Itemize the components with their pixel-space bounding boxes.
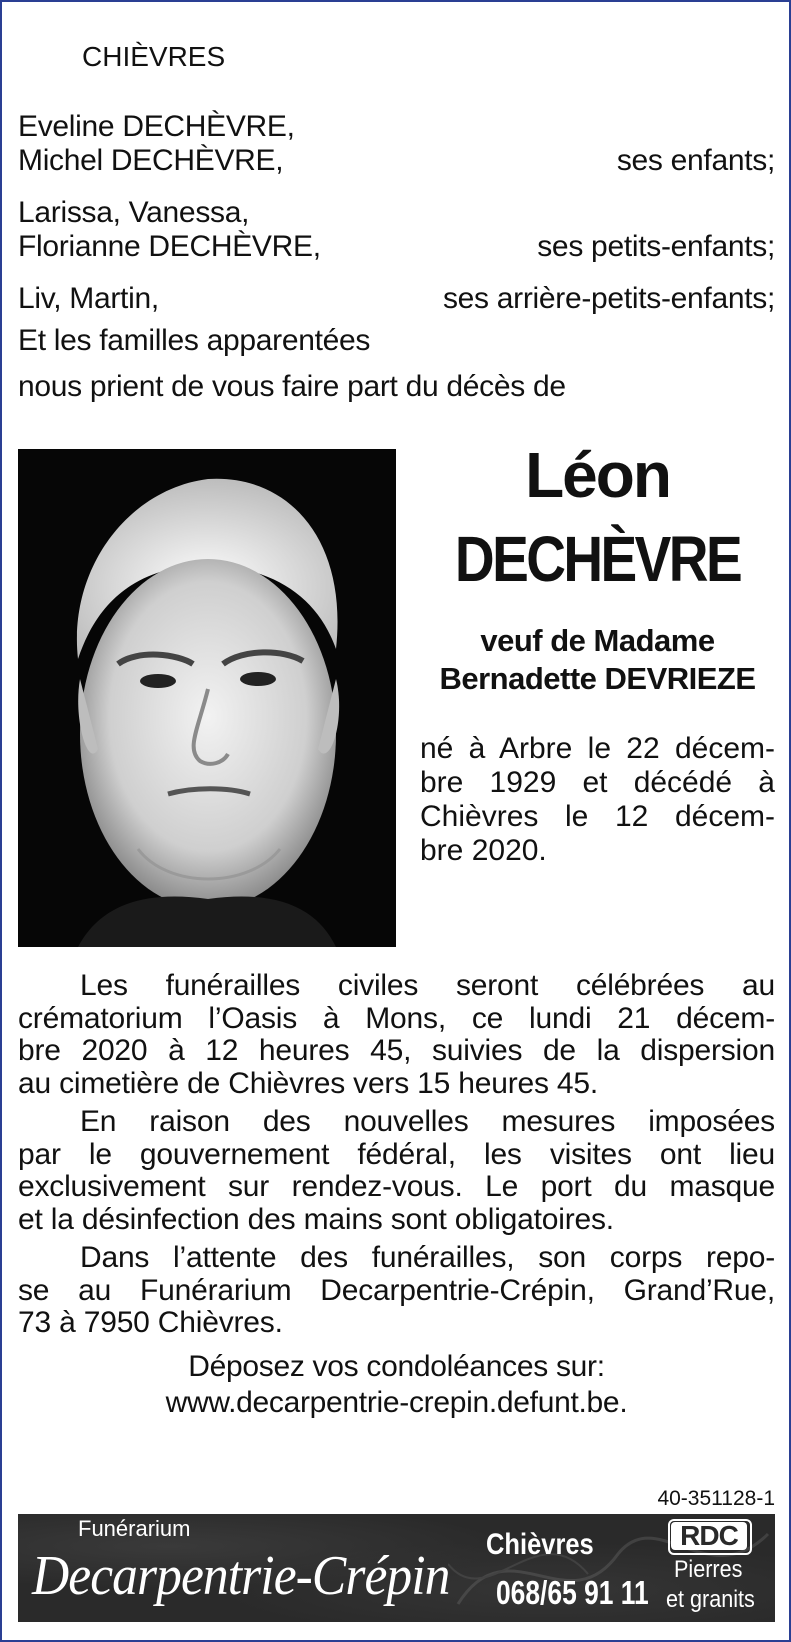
banner-city: Chièvres bbox=[486, 1528, 594, 1561]
portrait-photo bbox=[18, 449, 396, 947]
brand-line-2: et granits bbox=[666, 1586, 755, 1613]
widow-line-1: veuf de Madame bbox=[480, 623, 715, 658]
banner-label: Funérarium bbox=[78, 1516, 191, 1541]
banner-phone: 068/65 91 11 bbox=[496, 1574, 649, 1611]
grandchildren-role: ses petits-enfants; bbox=[537, 230, 775, 263]
widow-line-2: Bernadette DEVRIEZE bbox=[439, 661, 756, 696]
measures-line: et la désinfection des mains sont obligatoires. bbox=[18, 1202, 614, 1236]
ad-reference: 40-351128-1 bbox=[657, 1487, 775, 1510]
rest-paragraph bbox=[18, 1242, 775, 1340]
funeral-line: Les funérailles civiles seront célébrées au bbox=[80, 969, 775, 1002]
brand-logo: RDC bbox=[671, 1522, 747, 1550]
funeral-line: crématorium l’Oasis à Mons, ce lundi 21 décem- bbox=[18, 1001, 775, 1035]
measures-paragraph bbox=[18, 1106, 775, 1236]
birth-death-block bbox=[420, 732, 775, 868]
grandchildren-name-2: Florianne DECHÈVRE, bbox=[18, 230, 321, 263]
birth-death-line: né à Arbre le 22 décem- bbox=[420, 732, 775, 765]
greatgrandchildren-role: ses arrière-petits-enfants; bbox=[442, 282, 775, 315]
brand-line-1: Pierres bbox=[674, 1556, 743, 1583]
condolences-url[interactable]: www.decarpentrie-crepin.defunt.be. bbox=[165, 1386, 628, 1419]
rest-line: 73 à 7950 Chièvres. bbox=[18, 1306, 283, 1339]
birth-death-line: Chièvres le 12 décem- bbox=[420, 800, 775, 833]
condolences-line: Déposez vos condoléances sur: bbox=[188, 1350, 605, 1383]
children-name-2: Michel DECHÈVRE, bbox=[18, 144, 284, 177]
funeral-line: bre 2020 à 12 heures 45, suivies de la dispersion bbox=[18, 1034, 775, 1067]
funeral-paragraph bbox=[18, 970, 775, 1100]
measures-line: exclusivement sur rendez-vous. Le port du masque bbox=[18, 1170, 775, 1203]
rest-line: Dans l’attente des funérailles, son corps repo- bbox=[80, 1241, 775, 1274]
rest-line: se au Funérarium Decarpentrie-Crépin, Grand’Rue, bbox=[18, 1273, 775, 1307]
measures-line: par le gouvernement fédéral, les visites ont lieu bbox=[18, 1137, 775, 1171]
greatgrandchildren-name: Liv, Martin, bbox=[18, 282, 159, 315]
announce-line: nous prient de vous faire part du décès de bbox=[18, 370, 566, 403]
portrait-drawing bbox=[18, 449, 396, 947]
relatives-line: Et les familles apparentées bbox=[18, 324, 371, 357]
banner-company-name: Decarpentrie-Crépin bbox=[32, 1545, 450, 1607]
birth-death-line: bre 1929 et décédé à bbox=[420, 766, 775, 799]
birth-death-line: bre 2020. bbox=[420, 834, 547, 867]
deceased-last-name: DECHÈVRE bbox=[454, 523, 741, 595]
funeral-home-banner bbox=[18, 1514, 775, 1622]
measures-line: En raison des nouvelles mesures imposées bbox=[80, 1105, 775, 1138]
city-heading: CHIÈVRES bbox=[82, 41, 226, 72]
children-name-1: Eveline DECHÈVRE, bbox=[18, 110, 295, 143]
funeral-line: au cimetière de Chièvres vers 15 heures 45. bbox=[18, 1066, 599, 1100]
deceased-first-name: Léon bbox=[525, 439, 670, 511]
children-role: ses enfants; bbox=[616, 144, 775, 177]
grandchildren-name-1: Larissa, Vanessa, bbox=[18, 196, 250, 229]
